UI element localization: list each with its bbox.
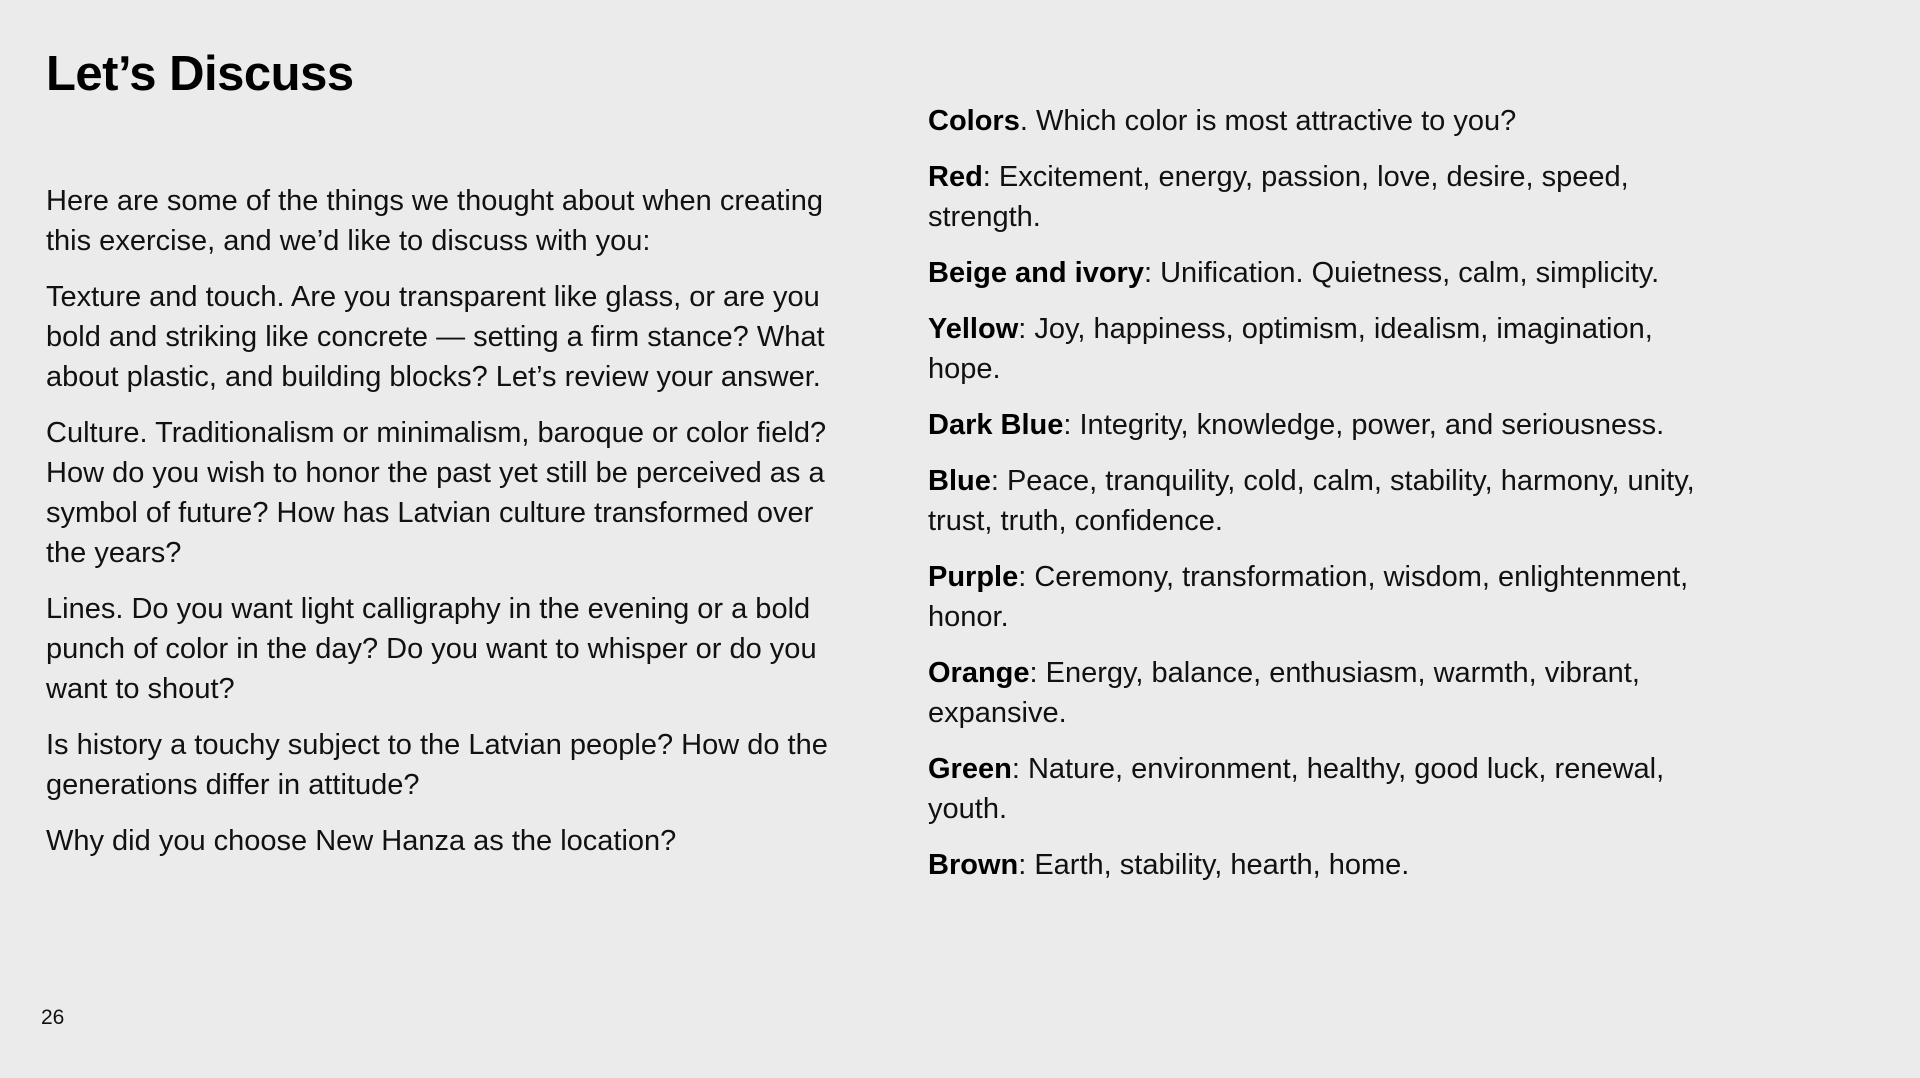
color-description: : Energy, balance, enthusiasm, warmth, vibrant, expansive. — [928, 657, 1640, 729]
color-description: : Peace, tranquility, cold, calm, stability, harmony, unity, trust, truth, confidence. — [928, 465, 1695, 537]
color-term: Orange — [928, 657, 1030, 689]
culture-paragraph: Culture. Traditionalism or minimalism, baroque or color field? How do you wish to honor the past yet still be perceived as a symbol of future? How has Latvian culture transformed over the years? — [46, 417, 827, 569]
color-item-purple — [928, 557, 1728, 637]
color-description: : Excitement, energy, passion, love, desire, speed, strength. — [928, 161, 1629, 233]
color-term: Brown — [928, 849, 1019, 881]
color-description: : Ceremony, transformation, wisdom, enlightenment, honor. — [928, 561, 1689, 633]
discussion-column — [46, 181, 846, 877]
location-paragraph: Why did you choose New Hanza as the location? — [46, 825, 677, 857]
page-number: 26 — [41, 1006, 65, 1029]
texture-paragraph: Texture and touch. Are you transparent like glass, or are you bold and striking like concrete — setting a firm stance? What about plastic, and building blocks? Let’s review your answer. — [46, 281, 825, 393]
colors-intro-term: Colors — [928, 105, 1020, 137]
color-description: : Integrity, knowledge, power, and seriousness. — [1063, 409, 1665, 441]
color-description: : Nature, environment, healthy, good luck, renewal, youth. — [928, 753, 1665, 825]
color-item-yellow — [928, 309, 1728, 389]
color-meanings-column — [928, 101, 1728, 901]
color-item-brown — [928, 845, 1728, 885]
intro-paragraph: Here are some of the things we thought about when creating this exercise, and we’d like to discuss with you: — [46, 185, 824, 257]
color-term: Dark Blue — [928, 409, 1064, 441]
color-term: Blue — [928, 465, 991, 497]
color-description: : Unification. Quietness, calm, simplicity. — [1143, 257, 1660, 289]
color-item-beige-ivory — [928, 253, 1728, 293]
color-term: Yellow — [928, 313, 1019, 345]
colors-intro — [928, 101, 1728, 141]
color-item-dark-blue — [928, 405, 1728, 445]
colors-intro-text: . Which color is most attractive to you? — [1019, 105, 1517, 137]
color-term: Purple — [928, 561, 1019, 593]
color-item-red — [928, 157, 1728, 237]
color-item-green — [928, 749, 1728, 829]
color-term: Red — [928, 161, 983, 193]
color-item-orange — [928, 653, 1728, 733]
color-description: : Joy, happiness, optimism, idealism, imagination, hope. — [928, 313, 1653, 385]
page-title: Let’s Discuss — [46, 47, 354, 101]
history-paragraph: Is history a touchy subject to the Latvian people? How do the generations differ in attitude? — [46, 729, 828, 801]
color-term: Beige and ivory — [928, 257, 1144, 289]
color-item-blue — [928, 461, 1728, 541]
color-description: : Earth, stability, hearth, home. — [1018, 849, 1410, 881]
color-term: Green — [928, 753, 1012, 785]
lines-paragraph: Lines. Do you want light calligraphy in the evening or a bold punch of color in the day? Do you want to whisper or do you want to shout? — [46, 593, 817, 705]
